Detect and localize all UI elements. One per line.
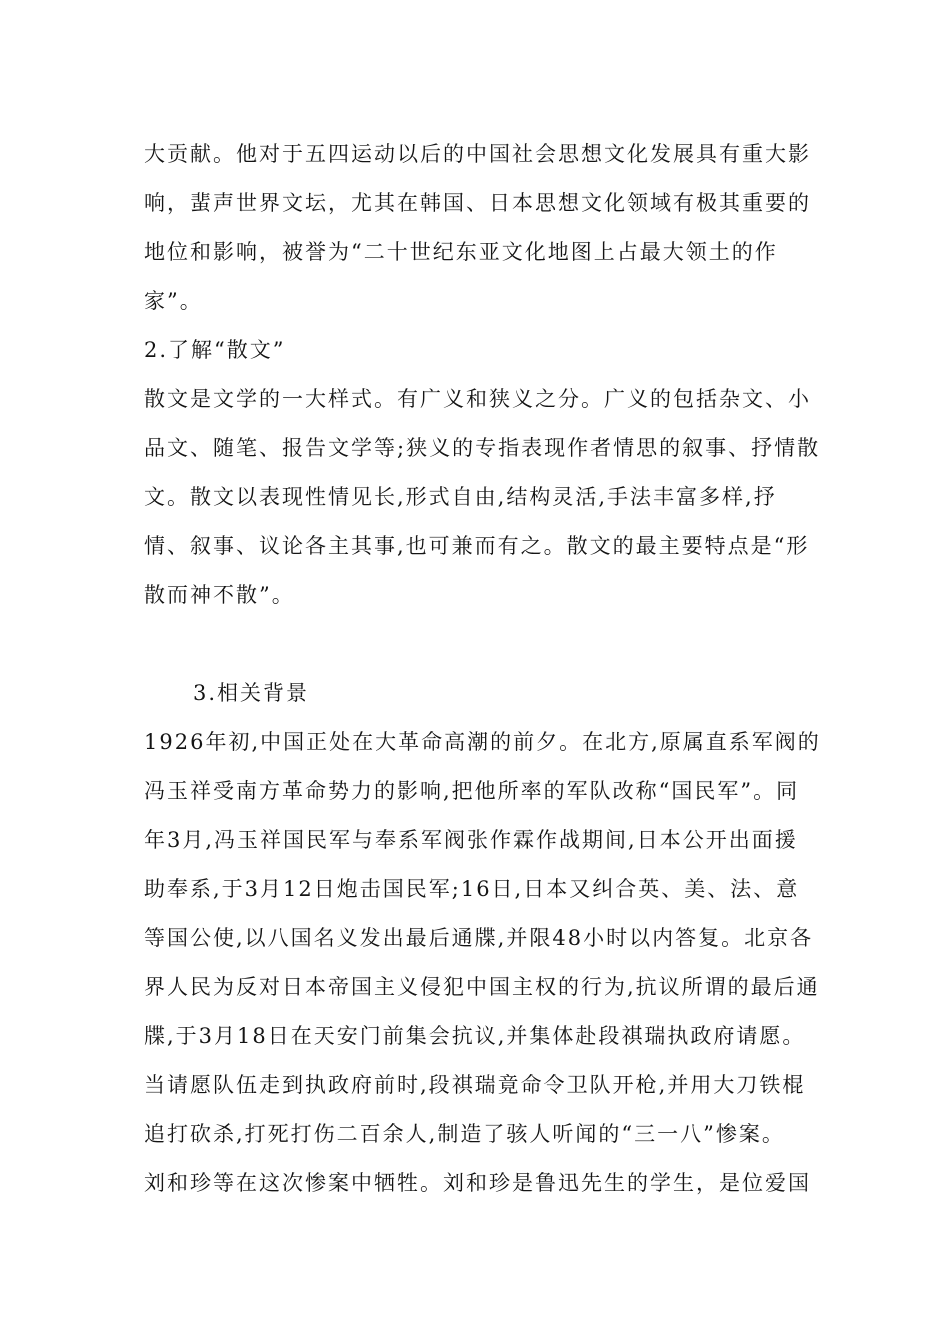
paragraph-line: 1926年初,中国正处在大革命高潮的前夕。在北方,原属直系军阀的 <box>144 730 821 754</box>
paragraph-line: 响，蜚声世界文坛，尤其在韩国、日本思想文化领域有极其重要的 <box>144 191 811 215</box>
paragraph-line: 文。散文以表现性情见长,形式自由,结构灵活,手法丰富多样,抒 <box>144 485 777 509</box>
paragraph-line: 品文、随笔、报告文学等;狭义的专指表现作者情思的叙事、抒情散 <box>144 436 821 460</box>
paragraph-line: 助奉系,于3月12日炮击国民军;16日,日本又纠合英、美、法、意 <box>144 877 800 901</box>
paragraph-line: 年3月,冯玉祥国民军与奉系军阀张作霖作战期间,日本公开出面援 <box>144 828 798 852</box>
paragraph-line: 散而神不散”。 <box>144 583 295 607</box>
paragraph-line: 情、叙事、议论各主其事,也可兼而有之。散文的最主要特点是“形 <box>144 534 810 558</box>
paragraph-line: 地位和影响，被誉为“二十世纪东亚文化地图上占最大领土的作 <box>144 240 778 264</box>
paragraph-line: 散文是文学的一大样式。有广义和狭义之分。广义的包括杂文、小 <box>144 387 811 411</box>
paragraph-line: 界人民为反对日本帝国主义侵犯中国主权的行为,抗议所谓的最后通 <box>144 975 820 999</box>
paragraph-line: 刘和珍等在这次惨案中牺牲。刘和珍是鲁迅先生的学生，是位爱国 <box>144 1171 811 1195</box>
paragraph-line: 家”。 <box>144 289 203 313</box>
section-heading: 3.相关背景 <box>193 681 310 705</box>
paragraph-line: 等国公使,以八国名义发出最后通牒,并限48小时以内答复。北京各 <box>144 926 814 950</box>
paragraph-line: 大贡献。他对于五四运动以后的中国社会思想文化发展具有重大影 <box>144 142 811 166</box>
paragraph-line: 牒,于3月18日在天安门前集会抗议,并集体赴段祺瑞执政府请愿。 <box>144 1024 806 1048</box>
paragraph-line: 冯玉祥受南方革命势力的影响,把他所率的军队改称“国民军”。同 <box>144 779 800 803</box>
paragraph-line: 当请愿队伍走到执政府前时,段祺瑞竟命令卫队开枪,并用大刀铁棍 <box>144 1073 806 1097</box>
paragraph-line: 追打砍杀,打死打伤二百余人,制造了骇人听闻的“三一八”惨案。 <box>144 1122 785 1146</box>
section-heading: 2.了解“散文” <box>144 338 286 362</box>
